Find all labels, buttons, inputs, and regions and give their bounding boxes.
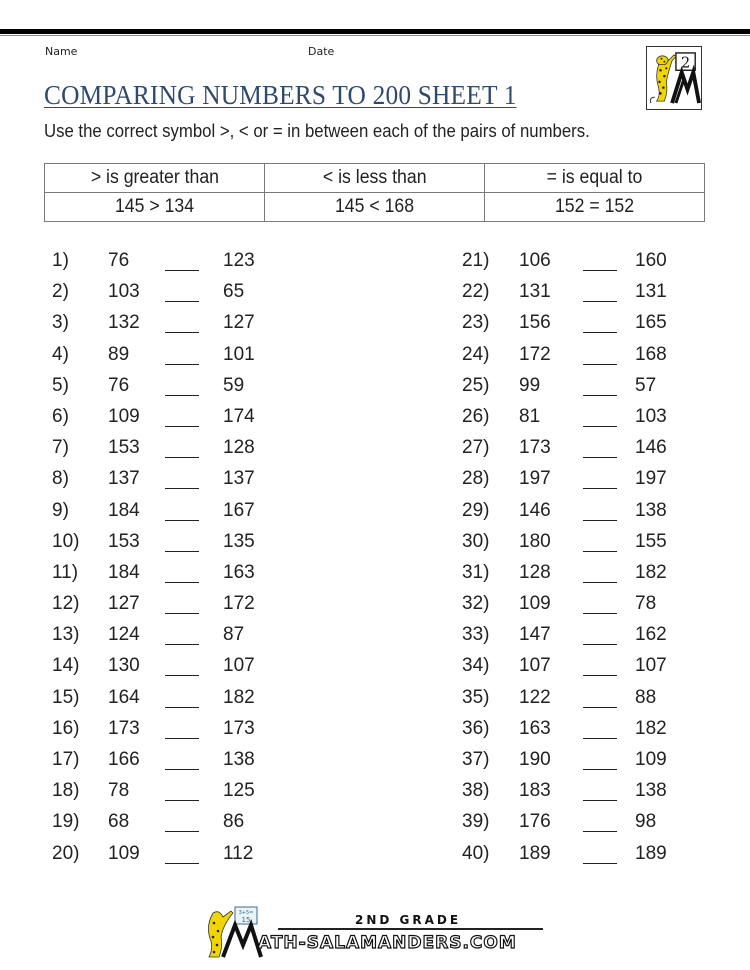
answer-blank[interactable] xyxy=(583,395,617,396)
svg-text:15: 15 xyxy=(241,916,251,924)
first-number: 173 xyxy=(108,717,140,739)
answer-blank[interactable] xyxy=(583,520,617,521)
first-number: 124 xyxy=(108,624,140,646)
name-label: Name xyxy=(45,45,78,58)
problem-number: 19) xyxy=(52,811,80,833)
problem-number: 31) xyxy=(462,561,490,583)
problem-number: 35) xyxy=(462,686,490,708)
problem-number: 33) xyxy=(462,624,490,646)
problem-number: 39) xyxy=(462,811,490,833)
second-number: 168 xyxy=(635,343,667,365)
first-number: 130 xyxy=(108,655,140,677)
answer-blank[interactable] xyxy=(583,800,617,801)
second-number: 155 xyxy=(635,530,667,552)
answer-blank[interactable] xyxy=(165,863,199,864)
second-number: 173 xyxy=(223,717,255,739)
first-number: 132 xyxy=(108,312,140,334)
example-equal-to-cell: 152 = 152 xyxy=(485,193,705,222)
first-number: 78 xyxy=(108,780,130,802)
first-number: 99 xyxy=(519,374,541,396)
second-number: 107 xyxy=(635,655,667,677)
first-number: 137 xyxy=(108,468,140,490)
answer-blank[interactable] xyxy=(165,457,199,458)
answer-blank[interactable] xyxy=(165,426,199,427)
answer-blank[interactable] xyxy=(165,800,199,801)
date-label: Date xyxy=(308,45,335,58)
first-number: 81 xyxy=(519,405,541,427)
problem-number: 15) xyxy=(52,686,80,708)
second-number: 182 xyxy=(223,686,255,708)
second-number: 174 xyxy=(223,405,255,427)
answer-blank[interactable] xyxy=(583,644,617,645)
first-number: 122 xyxy=(519,686,551,708)
problem-number: 10) xyxy=(52,530,80,552)
top-border-rule xyxy=(0,29,750,34)
problem-number: 28) xyxy=(462,468,490,490)
second-number: 125 xyxy=(223,780,255,802)
problem-number: 26) xyxy=(462,405,490,427)
key-equal-to-cell: = is equal to xyxy=(485,164,705,193)
second-number: 101 xyxy=(223,343,255,365)
answer-blank[interactable] xyxy=(583,613,617,614)
key-less-than-cell: < is less than xyxy=(265,164,485,193)
second-number: 165 xyxy=(635,312,667,334)
problem-number: 27) xyxy=(462,437,490,459)
svg-text:2: 2 xyxy=(680,55,691,72)
first-number: 76 xyxy=(108,374,130,396)
first-number: 172 xyxy=(519,343,551,365)
answer-blank[interactable] xyxy=(165,364,199,365)
key-table-header-row xyxy=(45,164,705,193)
first-number: 197 xyxy=(519,468,551,490)
answer-blank[interactable] xyxy=(583,707,617,708)
first-number: 173 xyxy=(519,437,551,459)
problem-number: 5) xyxy=(52,374,69,396)
footer-site-name: ATH-SALAMANDERS.COM xyxy=(258,933,517,953)
symbol-key-table xyxy=(44,163,705,222)
problem-number: 8) xyxy=(52,468,69,490)
first-number: 180 xyxy=(519,530,551,552)
second-number: 123 xyxy=(223,250,255,271)
second-number: 135 xyxy=(223,530,255,552)
first-number: 189 xyxy=(519,842,551,864)
second-number: 160 xyxy=(635,250,667,271)
first-number: 190 xyxy=(519,749,551,770)
answer-blank[interactable] xyxy=(165,301,199,302)
problem-number: 34) xyxy=(462,655,490,677)
problem-number: 7) xyxy=(52,437,69,459)
first-number: 103 xyxy=(108,281,140,303)
answer-blank[interactable] xyxy=(583,488,617,489)
footer-divider xyxy=(278,928,543,930)
problem-number: 24) xyxy=(462,343,490,365)
first-number: 147 xyxy=(519,624,551,646)
answer-blank[interactable] xyxy=(583,675,617,676)
problem-number: 12) xyxy=(52,593,80,615)
second-number: 78 xyxy=(635,593,657,615)
problem-number: 13) xyxy=(52,624,80,646)
first-number: 89 xyxy=(108,343,130,365)
problem-number: 21) xyxy=(462,250,490,271)
first-number: 163 xyxy=(519,717,551,739)
first-number: 183 xyxy=(519,780,551,802)
svg-text:3+5=: 3+5= xyxy=(238,910,254,916)
problem-number: 1) xyxy=(52,250,69,271)
answer-blank[interactable] xyxy=(165,551,199,552)
first-number: 166 xyxy=(108,749,140,770)
first-number: 109 xyxy=(519,593,551,615)
first-number: 153 xyxy=(108,530,140,552)
second-number: 138 xyxy=(223,749,255,770)
first-number: 131 xyxy=(519,281,551,303)
problem-number: 25) xyxy=(462,374,490,396)
second-number: 197 xyxy=(635,468,667,490)
first-number: 68 xyxy=(108,811,130,833)
problem-number: 23) xyxy=(462,312,490,334)
answer-blank[interactable] xyxy=(165,582,199,583)
answer-blank[interactable] xyxy=(165,831,199,832)
problem-number: 36) xyxy=(462,717,490,739)
first-number: 128 xyxy=(519,561,551,583)
problem-number: 4) xyxy=(52,343,69,365)
second-number: 182 xyxy=(635,717,667,739)
second-number: 138 xyxy=(635,780,667,802)
problem-number: 2) xyxy=(52,281,69,303)
example-greater-than-cell: 145 > 134 xyxy=(45,193,265,222)
first-number: 146 xyxy=(519,499,551,521)
problem-number: 37) xyxy=(462,749,490,770)
answer-blank[interactable] xyxy=(165,707,199,708)
second-number: 182 xyxy=(635,561,667,583)
answer-blank[interactable] xyxy=(583,831,617,832)
answer-blank[interactable] xyxy=(583,738,617,739)
first-number: 109 xyxy=(108,842,140,864)
second-number: 112 xyxy=(223,842,254,864)
first-number: 164 xyxy=(108,686,140,708)
second-number: 87 xyxy=(223,624,245,646)
answer-blank[interactable] xyxy=(165,270,199,271)
second-number: 65 xyxy=(223,281,245,303)
problem-number: 30) xyxy=(462,530,490,552)
first-number: 109 xyxy=(108,405,140,427)
problem-number: 29) xyxy=(462,499,490,521)
answer-blank[interactable] xyxy=(583,863,617,864)
answer-blank[interactable] xyxy=(165,395,199,396)
second-number: 103 xyxy=(635,405,667,427)
salamander-logo-icon xyxy=(646,46,702,110)
worksheet-title: COMPARING NUMBERS TO 200 SHEET 1 xyxy=(44,80,517,110)
answer-blank[interactable] xyxy=(583,270,617,271)
first-number: 176 xyxy=(519,811,551,833)
problem-number: 40) xyxy=(462,842,490,864)
second-number: 128 xyxy=(223,437,255,459)
second-number: 57 xyxy=(635,374,657,396)
problem-number: 32) xyxy=(462,593,490,615)
problem-number: 22) xyxy=(462,281,490,303)
second-number: 86 xyxy=(223,811,245,833)
problem-number: 14) xyxy=(52,655,80,677)
footer-grade-label: 2ND GRADE xyxy=(355,913,462,927)
second-number: 131 xyxy=(635,281,667,303)
problem-number: 16) xyxy=(52,717,80,739)
problem-number: 11) xyxy=(52,561,79,583)
problem-number: 17) xyxy=(52,749,80,770)
first-number: 184 xyxy=(108,499,140,521)
answer-blank[interactable] xyxy=(583,769,617,770)
second-number: 167 xyxy=(223,499,255,521)
answer-blank[interactable] xyxy=(165,644,199,645)
problem-number: 38) xyxy=(462,780,490,802)
answer-blank[interactable] xyxy=(165,769,199,770)
answer-blank[interactable] xyxy=(583,332,617,333)
answer-blank[interactable] xyxy=(165,488,199,489)
second-number: 109 xyxy=(635,749,667,770)
second-number: 146 xyxy=(635,437,667,459)
example-less-than-cell: 145 < 168 xyxy=(265,193,485,222)
salamander-logo-graphic xyxy=(647,47,701,109)
first-number: 76 xyxy=(108,250,130,271)
second-number: 59 xyxy=(223,374,245,396)
problem-number: 18) xyxy=(52,780,80,802)
problem-number: 6) xyxy=(52,405,69,427)
answer-blank[interactable] xyxy=(583,301,617,302)
first-number: 107 xyxy=(519,655,551,677)
problem-number: 9) xyxy=(52,499,69,521)
answer-blank[interactable] xyxy=(583,457,617,458)
key-greater-than-cell: > is greater than xyxy=(45,164,265,193)
second-number: 138 xyxy=(635,499,667,521)
key-table-example-row xyxy=(45,193,705,222)
answer-blank[interactable] xyxy=(583,551,617,552)
answer-blank[interactable] xyxy=(165,613,199,614)
second-number: 88 xyxy=(635,686,657,708)
second-number: 163 xyxy=(223,561,255,583)
answer-blank[interactable] xyxy=(583,426,617,427)
instructions-text: Use the correct symbol >, < or = in between each of the pairs of numbers. xyxy=(44,121,590,141)
second-number: 98 xyxy=(635,811,657,833)
second-number: 189 xyxy=(635,842,667,864)
answer-blank[interactable] xyxy=(583,364,617,365)
top-border-rule-thin xyxy=(0,35,750,36)
second-number: 137 xyxy=(223,468,255,490)
answer-blank[interactable] xyxy=(165,520,199,521)
first-number: 156 xyxy=(519,312,551,334)
first-number: 153 xyxy=(108,437,140,459)
first-number: 127 xyxy=(108,593,140,615)
problem-number: 20) xyxy=(52,842,80,864)
first-number: 106 xyxy=(519,250,551,271)
second-number: 127 xyxy=(223,312,255,334)
answer-blank[interactable] xyxy=(165,675,199,676)
answer-blank[interactable] xyxy=(583,582,617,583)
second-number: 172 xyxy=(223,593,255,615)
problem-number: 3) xyxy=(52,312,69,334)
second-number: 162 xyxy=(635,624,667,646)
second-number: 107 xyxy=(223,655,255,677)
answer-blank[interactable] xyxy=(165,332,199,333)
answer-blank[interactable] xyxy=(165,738,199,739)
first-number: 184 xyxy=(108,561,140,583)
